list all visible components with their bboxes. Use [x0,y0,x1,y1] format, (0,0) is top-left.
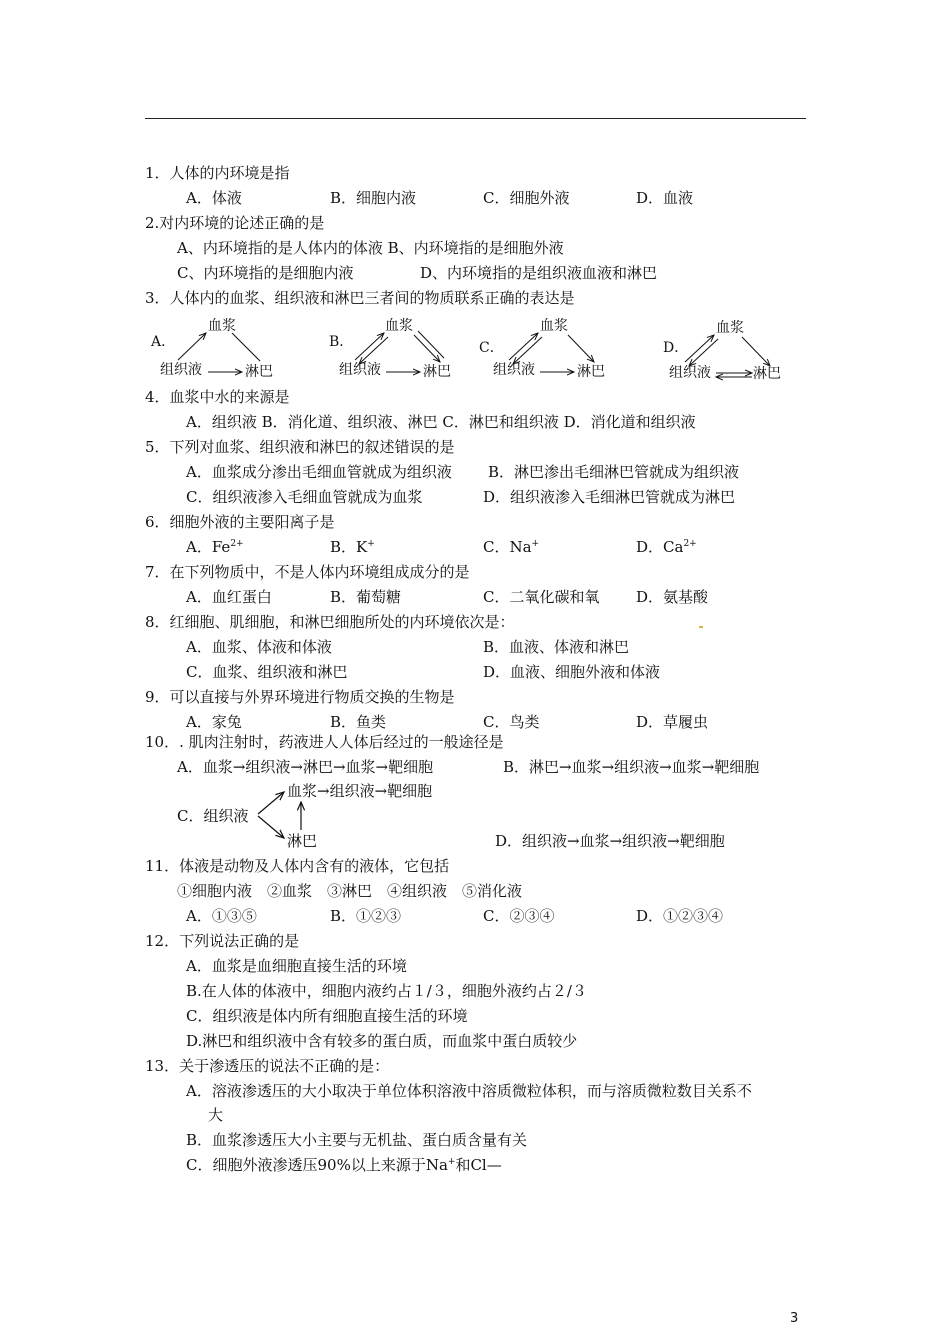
q6-option-c: C．Na+ [483,538,540,556]
q11-option-a: A．①③⑤ [186,907,257,925]
diagram-b-arrow-2 [359,337,388,364]
diagram-d-arrow-1 [685,335,714,362]
diagram-b-lymph: 淋巴 [423,364,451,380]
diagram-a-line-plasma-lymph [232,333,260,361]
q11-stem: 11．体液是动物及人体内含有的液体，它包括 [145,857,450,875]
q10-option-b: B．淋巴→血浆→组织液→血浆→靶细胞 [503,758,760,776]
q6-option-d: D．$Ca^{2+}$ [636,538,697,556]
q10-option-c-top-path: 血浆→组织液→靶细胞 [287,782,433,800]
diagram-a-letter: A． [151,334,176,350]
q11-option-c: C．②③④ [483,907,555,925]
q8-option-b: B．血液、体液和淋巴 [483,638,630,656]
q10-option-c-lymph: 淋巴 [287,832,318,850]
diagram-b-tissue-fluid: 组织液 [339,362,381,378]
diagram-d-plasma: 血浆 [716,320,744,336]
q7-option-b: B．葡萄糖 [330,588,402,606]
q7-option-d: D．氨基酸 [636,588,709,606]
q5-option-d: D．组织液渗入毛细淋巴管就成为淋巴 [483,488,736,506]
q3-stem: 3．人体内的血浆、组织液和淋巴三者间的物质联系正确的表达是 [145,289,575,307]
q1-option-b: B．细胞内液 [330,189,417,207]
diagram-d-arrow-2 [689,339,718,366]
q2-option-c: C、内环境指的是细胞内液 [177,264,354,282]
q2-option-d: D、内环境指的是组织液血液和淋巴 [420,264,658,282]
diagram-b-arrow-3 [414,335,440,362]
q12-option-b: B.在人体的体液中，细胞内液约占１/３，细胞外液约占２/３ [186,982,587,1000]
q13-option-a-line2: 大 [208,1106,224,1124]
diagram-c-letter: C． [479,340,504,356]
q6-option-b: B．K+ [330,538,375,556]
q11-option-b: B．①②③ [330,907,402,925]
q1-stem: 1．人体的内环境是指 [145,164,290,182]
scan-speck [699,626,703,628]
q9-option-c: C．鸟类 [483,713,540,731]
q1-option-a: A．体液 [186,189,242,207]
page-number: 3 [790,1311,799,1326]
diagram-d-tissue-fluid: 组织液 [669,365,711,381]
q6-stem: 6．细胞外液的主要阳离子是 [145,513,335,531]
q13-option-c: C．细胞外液渗透压90%以上来源于Na+和Cl— [186,1156,502,1174]
q13-option-a-line1: A．溶液渗透压的大小取决于单位体积溶液中溶质微粒体积，而与溶质微粒数目关系不 [186,1082,752,1100]
q10-arrow-to-lymph [258,816,284,838]
q12-stem: 12．下列说法正确的是 [145,932,300,950]
diagram-c-arrow-1 [509,333,538,360]
q4-stem: 4．血浆中水的来源是 [145,388,290,406]
q8-option-c: C．血浆、组织液和淋巴 [186,663,348,681]
diagram-d-arrow-plasma-lymph [742,337,770,366]
diagram-d-letter: D． [663,340,689,356]
diagram-a-plasma: 血浆 [208,318,236,334]
q2-stem: 2.对内环境的论述正确的是 [145,214,325,232]
q5-option-b: B．淋巴渗出毛细淋巴管就成为组织液 [488,463,740,481]
q7-stem: 7．在下列物质中，不是人体内环境组成成分的是 [145,563,470,581]
q1-option-c: C．细胞外液 [483,189,570,207]
q9-option-b: B．鱼类 [330,713,387,731]
q5-option-c: C．组织液渗入毛细血管就成为血浆 [186,488,423,506]
diagram-c-arrow-plasma-lymph [568,335,594,362]
diagram-b-letter: B． [329,334,354,350]
diagram-b-arrow-1 [355,333,384,360]
q13-option-b: B．血浆渗透压大小主要与无机盐、蛋白质含量有关 [186,1131,528,1149]
q10-option-d: D．组织液→血浆→组织液→靶细胞 [495,832,725,850]
q10-arrow-to-plasma [258,792,284,814]
q6-option-a: A．$Fe^{2+}$ [186,538,244,556]
diagram-a-arrow-tissue-plasma [178,333,206,360]
q8-option-a: A．血浆、体液和体液 [186,638,332,656]
q8-stem: 8．红细胞、肌细胞，和淋巴细胞所处的内环境依次是： [145,613,515,631]
diagram-c-arrow-2 [513,337,542,364]
diagram-c-tissue-fluid: 组织液 [493,362,535,378]
q11-option-d: D．①②③④ [636,907,724,925]
q9-option-a: A．家兔 [186,713,242,731]
q10-stem: 10．. 肌肉注射时，药液进人人体后经过的一般途径是 [145,733,504,751]
diagram-d-lymph: 淋巴 [753,366,781,382]
diagram-c-plasma: 血浆 [540,318,568,334]
q10-option-c-label: C．组织液 [177,807,249,825]
q10-option-a: A．血浆→组织液→淋巴→血浆→靶细胞 [177,758,434,776]
q1-option-d: D．血液 [636,189,694,207]
diagram-c-lymph: 淋巴 [577,364,605,380]
q5-option-a: A．血浆成分渗出毛细血管就成为组织液 [186,463,452,481]
diagram-a-tissue-fluid: 组织液 [160,362,202,378]
q12-option-a: A．血浆是血细胞直接生活的环境 [186,957,407,975]
q9-stem: 9．可以直接与外界环境进行物质交换的生物是 [145,688,455,706]
q12-option-c: C．组织液是体内所有细胞直接生活的环境 [186,1007,468,1025]
q7-option-c: C．二氧化碳和氧 [483,588,600,606]
diagram-a-lymph: 淋巴 [245,364,273,380]
q7-option-a: A．血红蛋白 [186,588,272,606]
q9-option-d: D．草履虫 [636,713,709,731]
q5-stem: 5．下列对血浆、组织液和淋巴的叙述错误的是 [145,438,455,456]
q2-options-row1: A、内环境指的是人体内的体液 B、内环境指的是细胞外液 [177,239,564,257]
q12-option-d: D.淋巴和组织液中含有较多的蛋白质，而血浆中蛋白质较少 [186,1032,578,1050]
diagram-b-line-4 [418,331,444,358]
q8-option-d: D．血液、细胞外液和体液 [483,663,661,681]
diagram-b-plasma: 血浆 [385,318,413,334]
q11-items: ①细胞内液 ②血浆 ③淋巴 ④组织液 ⑤消化液 [177,882,523,900]
q13-stem: 13．关于渗透压的说法不正确的是： [145,1057,390,1075]
q4-options: A．组织液 B．消化道、组织液、淋巴 C．淋巴和组织液 D．消化道和组织液 [186,413,696,431]
